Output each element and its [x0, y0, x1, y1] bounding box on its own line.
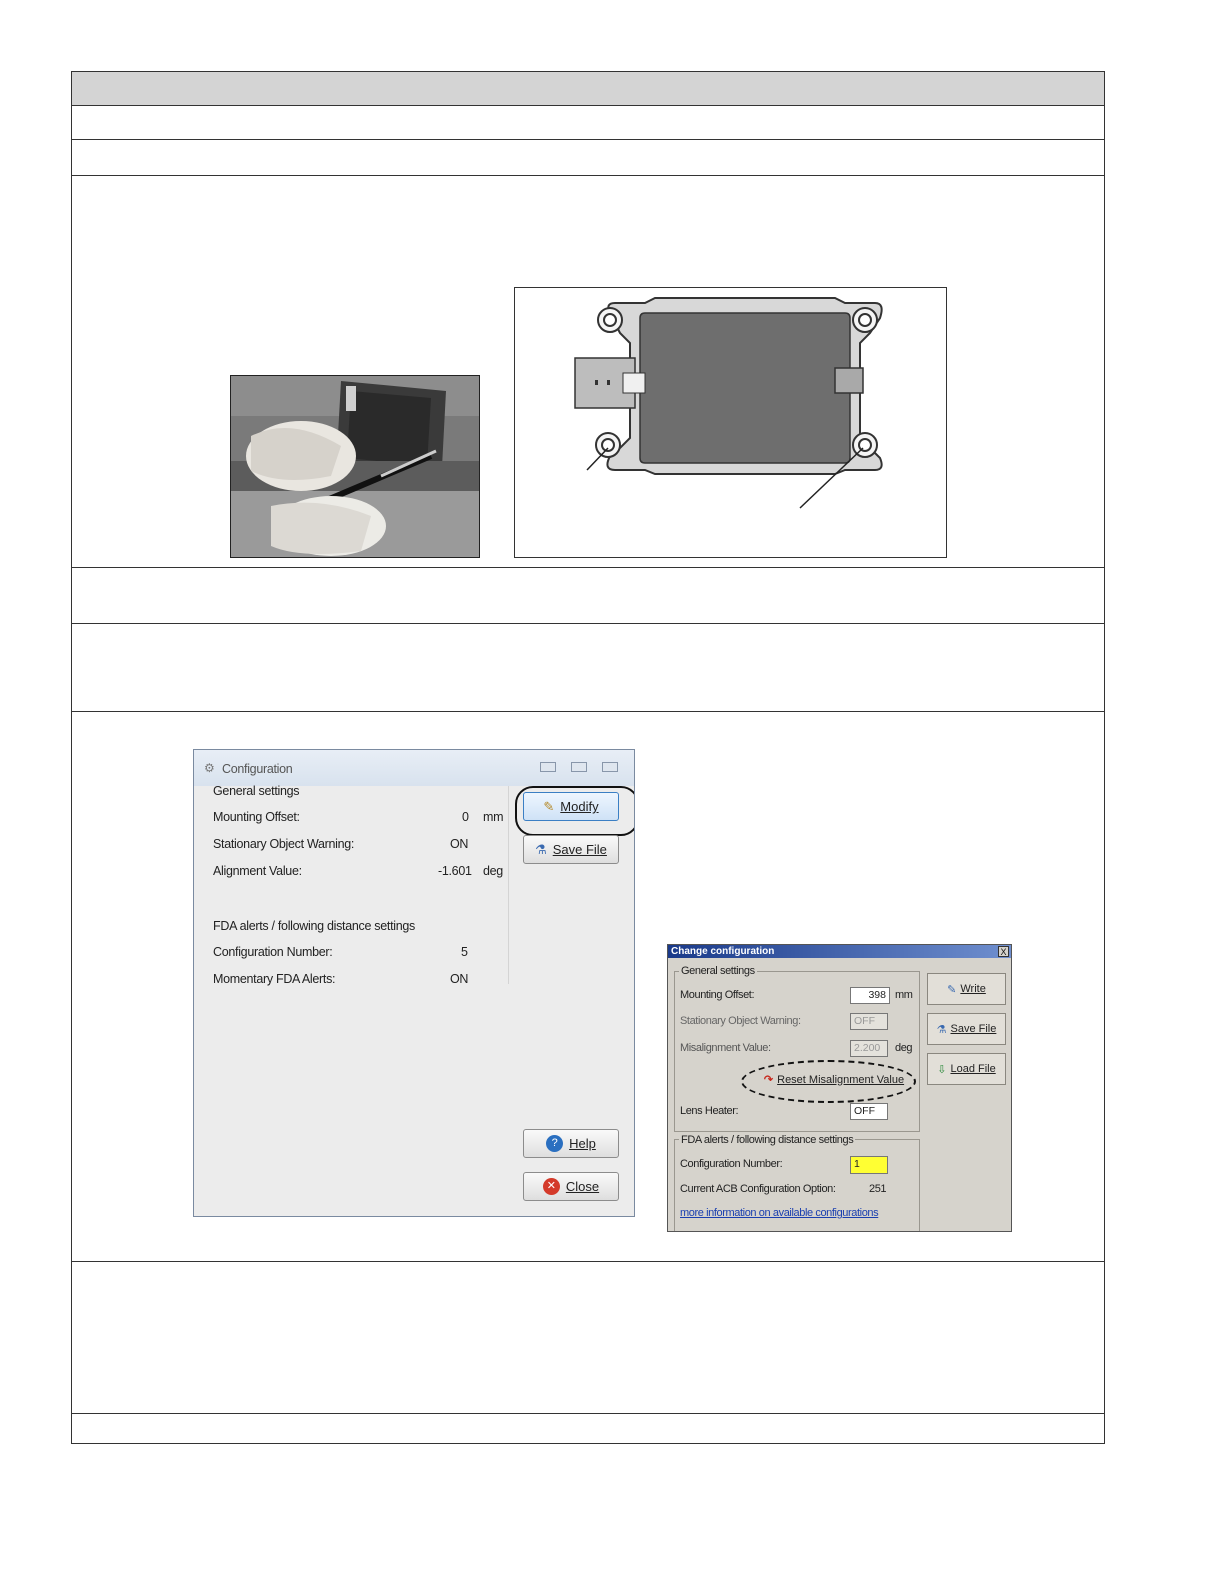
- lens-heater-select-value: OFF: [854, 1105, 875, 1117]
- table-row: [72, 568, 1104, 624]
- reset-arrow-icon: ↷: [763, 1074, 774, 1086]
- modify-callout-ring: [515, 786, 635, 836]
- configuration-window: [193, 749, 635, 1217]
- mounting-offset-input-value: 398: [868, 989, 886, 1001]
- misalignment-value-label: Misalignment Value:: [680, 1042, 771, 1054]
- momentary-fda-alerts-value: ON: [450, 972, 469, 986]
- save-file-button[interactable]: [927, 1013, 1006, 1045]
- stationary-object-warning-label: Stationary Object Warning:: [213, 837, 355, 851]
- fda-settings-heading: FDA alerts / following distance settings: [681, 1134, 854, 1146]
- minimize-button[interactable]: [540, 762, 556, 772]
- stationary-object-warning-select[interactable]: [850, 1013, 888, 1030]
- save-file-icon: ⚗: [936, 1023, 947, 1036]
- help-icon: ?: [546, 1135, 563, 1152]
- close-window-button[interactable]: [602, 762, 618, 772]
- configuration-number-label: Configuration Number:: [680, 1158, 783, 1170]
- lens-heater-select[interactable]: [850, 1103, 888, 1120]
- misalignment-value-input-value: 2.200: [854, 1042, 881, 1054]
- general-settings-heading: General settings: [681, 965, 755, 977]
- table-row: [72, 624, 1104, 712]
- mounting-offset-unit: mm: [483, 810, 504, 824]
- sensor-removal-photo: [230, 375, 480, 558]
- save-file-button-label: Save File: [950, 1023, 997, 1035]
- mounting-offset-value: 0: [462, 810, 469, 824]
- mounting-offset-input[interactable]: [850, 987, 890, 1004]
- write-icon: ✎: [947, 983, 957, 996]
- sensor-removal-illustration: [231, 376, 480, 558]
- reset-callout-ring: [741, 1060, 916, 1103]
- window-title: Configuration: [222, 762, 293, 776]
- write-button[interactable]: [927, 973, 1006, 1005]
- save-file-icon: ⚗: [535, 841, 547, 857]
- close-icon: ✕: [543, 1178, 560, 1195]
- general-settings-heading: General settings: [213, 784, 300, 798]
- change-configuration-dialog: [667, 944, 1012, 1232]
- table-header-row: [72, 72, 1104, 106]
- load-file-button[interactable]: [927, 1053, 1006, 1085]
- app-icon: ⚙: [204, 761, 215, 775]
- lens-heater-label: Lens Heater:: [680, 1105, 739, 1117]
- alignment-value: -1.601: [438, 864, 472, 878]
- mounting-offset-label: Mounting Offset:: [213, 810, 300, 824]
- dialog-title-bar: [668, 945, 1011, 958]
- close-button[interactable]: [523, 1172, 619, 1201]
- save-file-button-label: Save File: [552, 842, 607, 857]
- acb-configuration-value: 251: [869, 1183, 887, 1195]
- alignment-value-label: Alignment Value:: [213, 864, 302, 878]
- pencil-icon: ✎: [543, 798, 555, 814]
- write-button-label: Write: [960, 983, 986, 995]
- misalignment-value-unit: deg: [895, 1042, 913, 1054]
- dialog-title: Change configuration: [671, 946, 775, 957]
- stationary-object-warning-label: Stationary Object Warning:: [680, 1015, 801, 1027]
- sensor-outline-drawing: [514, 287, 947, 558]
- configuration-number-value: 5: [461, 945, 468, 959]
- dialog-close-icon: X: [1000, 947, 1007, 957]
- radar-sensor-diagram: [515, 288, 948, 559]
- momentary-fda-alerts-label: Momentary FDA Alerts:: [213, 972, 336, 986]
- load-file-button-label: Load File: [950, 1063, 996, 1075]
- close-button-label: Close: [565, 1179, 600, 1194]
- stationary-object-warning-value: ON: [450, 837, 469, 851]
- reset-misalignment-label: Reset Misalignment Value: [777, 1073, 905, 1086]
- configuration-number-label: Configuration Number:: [213, 945, 333, 959]
- alignment-value-unit: deg: [483, 864, 503, 878]
- dialog-close-button[interactable]: [998, 946, 1009, 957]
- misalignment-value-input[interactable]: [850, 1040, 888, 1057]
- mounting-offset-unit: mm: [895, 989, 913, 1001]
- table-row: [72, 106, 1104, 140]
- more-information-link[interactable]: more information on available configurations: [680, 1207, 879, 1219]
- configuration-number-input[interactable]: [850, 1156, 888, 1174]
- table-row: [72, 1262, 1104, 1414]
- save-file-button[interactable]: [523, 835, 619, 864]
- stationary-object-warning-select-value: OFF: [854, 1015, 875, 1027]
- help-button[interactable]: [523, 1129, 619, 1158]
- configuration-number-input-value: 1: [854, 1158, 860, 1170]
- modify-button-label: Modify: [560, 799, 599, 814]
- maximize-button[interactable]: [571, 762, 587, 772]
- load-file-icon: ⇩: [937, 1063, 947, 1076]
- fda-settings-heading: FDA alerts / following distance settings: [213, 919, 415, 933]
- mounting-offset-label: Mounting Offset:: [680, 989, 755, 1001]
- help-button-label: Help: [569, 1136, 596, 1151]
- table-row: [72, 140, 1104, 176]
- acb-configuration-label: Current ACB Configuration Option:: [680, 1183, 836, 1195]
